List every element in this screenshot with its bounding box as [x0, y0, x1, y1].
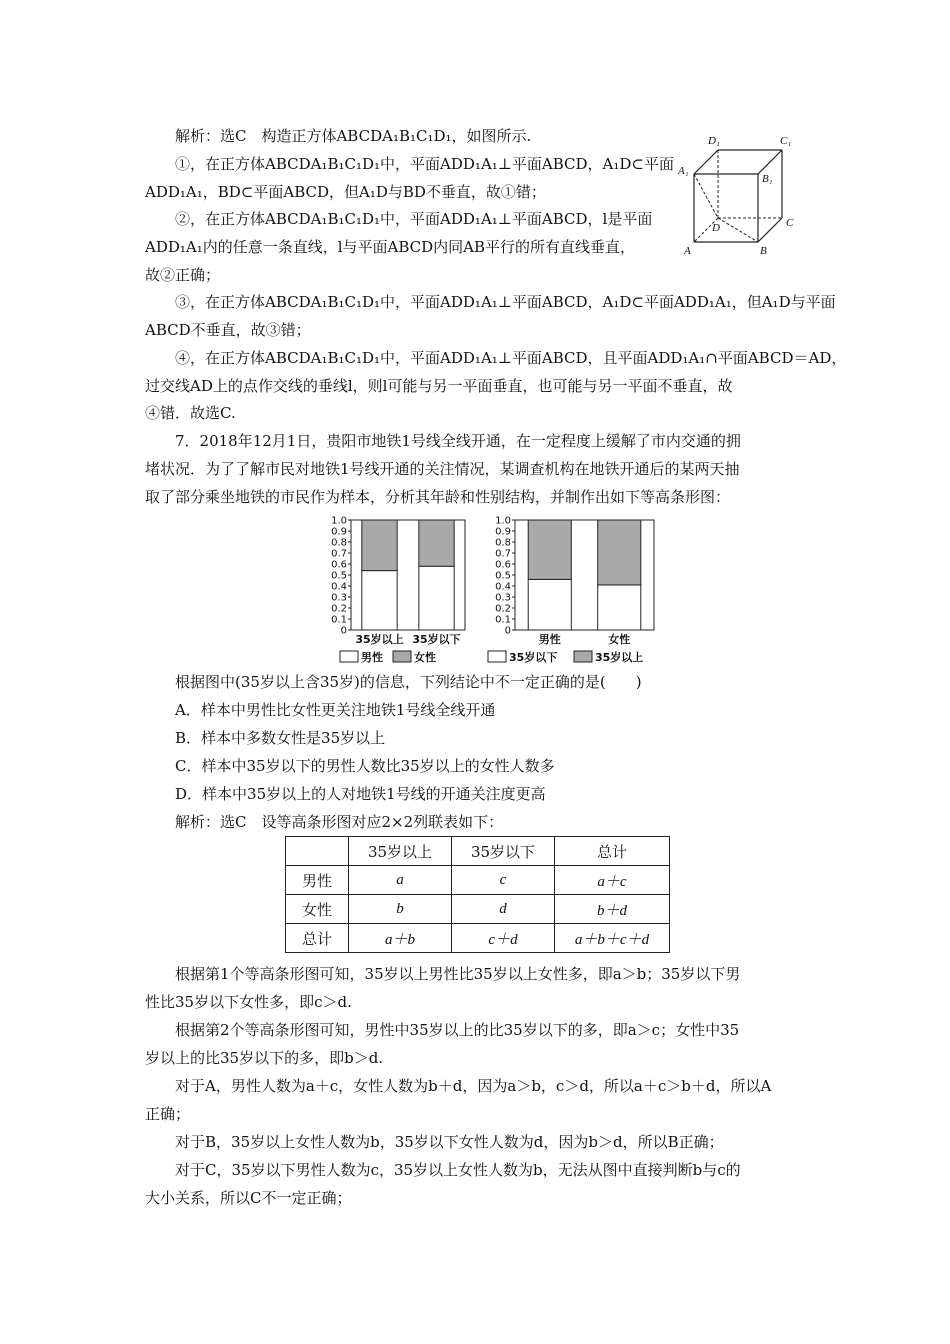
x-tick-label: 35岁以下	[412, 633, 461, 646]
analysis2-line1: 根据第1个等高条形图可知，35岁以上男性比35岁以上女性多，即a＞b；35岁以下男	[175, 965, 741, 983]
table-cell: b	[349, 895, 452, 924]
q7-line3: 取了部分乘坐地铁的市民作为样本，分析其年龄和性别结构，并制作出如下等高条形图：	[145, 488, 731, 506]
analysis1-line11: ④错．故选C.	[145, 404, 236, 422]
table-cell: a＋b	[349, 924, 452, 953]
cube-label-c: C	[786, 217, 794, 229]
y-tick-label: 1.0	[331, 515, 347, 527]
x-tick-label: 男性	[538, 633, 561, 646]
option-c: C．样本中35岁以下的男性人数比35岁以上的女性人数多	[175, 757, 555, 775]
table-row	[286, 837, 670, 866]
analysis2-line5: 对于A，男性人数为a＋c，女性人数为b＋d，因为a＞b，c＞d，所以a＋c＞b＋d，所以A	[175, 1077, 772, 1095]
y-tick-label: 0.6	[495, 559, 511, 571]
legend-label: 男性	[361, 651, 383, 664]
x-tick-label: 女性	[608, 633, 631, 646]
y-tick-label: 0.7	[495, 548, 511, 560]
q7-line1: 7．2018年12月1日，贵阳市地铁1号线全线开通，在一定程度上缓解了市内交通的拥	[175, 432, 741, 450]
table-row	[286, 924, 670, 953]
cube-edge-cb	[758, 218, 782, 242]
table-cell: 总计	[555, 837, 670, 866]
bar-segment-upper	[528, 520, 571, 579]
legend-label: 35岁以上	[595, 651, 644, 664]
analysis1-line5: ADD₁A₁内的任意一条直线，l与平面ABCD内同AB平行的所有直线垂直，	[145, 238, 636, 256]
y-tick-label: 0.9	[495, 526, 511, 538]
table-cell: 男性	[286, 866, 349, 895]
stacked-bar-chart-age	[318, 512, 473, 670]
cube-figure	[672, 130, 812, 260]
legend-label: 35岁以下	[509, 651, 558, 664]
cube-edge-a1d1	[694, 150, 718, 174]
legend-swatch	[340, 651, 358, 662]
table-cell: 35岁以下	[452, 837, 555, 866]
analysis1-line9: ④，在正方体ABCDA₁B₁C₁D₁中，平面ADD₁A₁⊥平面ABCD，且平面ADD₁A₁∩平面ABCD＝AD，	[175, 349, 847, 367]
y-tick-label: 0.9	[331, 526, 347, 538]
option-b: B．样本中多数女性是35岁以上	[175, 729, 386, 747]
option-d: D．样本中35岁以上的人对地铁1号线的开通关注度更高	[175, 785, 546, 803]
x-tick-label: 35岁以上	[355, 633, 404, 646]
y-tick-label: 0.6	[331, 559, 347, 571]
y-tick-label: 0.1	[331, 614, 347, 626]
y-tick-label: 0.5	[331, 570, 347, 582]
analysis1-line10: 过交线AD上的点作交线的垂线l，则l可能与另一平面垂直，也可能与另一平面不垂直，故	[145, 377, 733, 395]
y-tick-label: 0.8	[495, 537, 511, 549]
table-cell: 总计	[286, 924, 349, 953]
table-row	[286, 895, 670, 924]
table-cell: 女性	[286, 895, 349, 924]
cube-label-a1: A₁	[678, 165, 689, 177]
table-cell: c＋d	[452, 924, 555, 953]
cube-label-d: D	[712, 222, 720, 234]
table-cell: a＋c	[555, 866, 670, 895]
analysis2-line3: 根据第2个等高条形图可知，男性中35岁以上的比35岁以下的多，即a＞c；女性中35	[175, 1021, 740, 1039]
y-tick-label: 1.0	[495, 515, 511, 527]
cube-label-c1: C₁	[780, 135, 792, 147]
y-tick-label: 0.7	[331, 548, 347, 560]
q7-line2: 堵状况．为了了解市民对地铁1号线开通的关注情况，某调查机构在地铁开通后的某两天抽	[145, 460, 740, 478]
analysis1-line4: ②，在正方体ABCDA₁B₁C₁D₁中，平面ADD₁A₁⊥平面ABCD，l是平面	[175, 210, 653, 228]
table-cell: a＋b＋c＋d	[555, 924, 670, 953]
table-cell: 35岁以上	[349, 837, 452, 866]
table-cell: c	[452, 866, 555, 895]
y-tick-label: 0.2	[495, 603, 511, 615]
cube-diag-bd	[718, 218, 758, 242]
analysis1-line1: 解析：选C 构造正方体ABCDA₁B₁C₁D₁，如图所示.	[175, 127, 532, 145]
y-tick-label: 0.8	[331, 537, 347, 549]
table-cell: a	[349, 866, 452, 895]
cube-diag-a1d	[694, 174, 718, 218]
bar-segment-lower	[419, 566, 454, 630]
analysis2-line2: 性比35岁以下女性多，即c＞d.	[145, 993, 352, 1011]
analysis2-line4: 岁以上的比35岁以下的多，即b＞d.	[145, 1049, 384, 1067]
analysis1-line6: 故②正确；	[145, 266, 221, 284]
y-tick-label: 0	[504, 625, 511, 637]
legend-swatch	[574, 651, 592, 662]
legend-swatch	[393, 651, 411, 662]
bar-segment-lower	[528, 579, 571, 630]
option-a: A．样本中男性比女性更关注地铁1号线全线开通	[175, 701, 496, 719]
legend-label: 女性	[414, 651, 436, 664]
table-row	[286, 866, 670, 895]
analysis2-intro: 解析：选C 设等高条形图对应2×2列联表如下：	[175, 813, 504, 831]
cube-label-a: A	[684, 245, 691, 257]
cube-label-b: B	[760, 245, 767, 257]
cube-label-d1: D₁	[708, 135, 720, 147]
bar-segment-upper	[598, 520, 641, 585]
y-tick-label: 0.3	[495, 592, 511, 604]
analysis1-line3: ADD₁A₁，BD⊂平面ABCD，但A₁D与BD不垂直，故①错；	[145, 183, 546, 201]
bar-segment-lower	[362, 571, 397, 630]
analysis2-line9: 大小关系，所以C不一定正确；	[145, 1189, 352, 1207]
analysis1-line7: ③，在正方体ABCDA₁B₁C₁D₁中，平面ADD₁A₁⊥平面ABCD，A₁D⊂平面ADD₁A₁，但A₁D与平面	[175, 293, 836, 311]
analysis1-line8: ABCD不垂直，故③错；	[145, 321, 311, 339]
question-stem: 根据图中(35岁以上含35岁)的信息，下列结论中不一定正确的是( )	[175, 673, 642, 691]
y-tick-label: 0.4	[331, 581, 347, 593]
analysis2-line8: 对于C，35岁以下男性人数为c，35岁以上女性人数为b，无法从图中直接判断b与c的	[175, 1161, 741, 1179]
bar-segment-upper	[419, 520, 454, 566]
table-cell	[286, 837, 349, 866]
analysis2-line7: 对于B，35岁以上女性人数为b，35岁以下女性人数为d，因为b＞d，所以B正确；	[175, 1133, 724, 1151]
y-tick-label: 0.2	[331, 603, 347, 615]
y-tick-label: 0	[340, 625, 347, 637]
y-tick-label: 0.1	[495, 614, 511, 626]
bar-segment-lower	[598, 585, 641, 630]
y-tick-label: 0.3	[331, 592, 347, 604]
y-tick-label: 0.4	[495, 581, 511, 593]
legend-swatch	[488, 651, 506, 662]
cube-edge-c1b1	[758, 150, 782, 174]
y-tick-label: 0.5	[495, 570, 511, 582]
analysis1-line2: ①，在正方体ABCDA₁B₁C₁D₁中，平面ADD₁A₁⊥平面ABCD，A₁D⊂平面	[175, 155, 674, 173]
cube-label-b1: B₁	[762, 173, 773, 185]
stacked-bar-chart-gender	[482, 512, 662, 670]
table-cell: b＋d	[555, 895, 670, 924]
contingency-table	[285, 836, 670, 953]
bar-segment-upper	[362, 520, 397, 571]
table-cell: d	[452, 895, 555, 924]
analysis2-line6: 正确；	[145, 1105, 191, 1123]
